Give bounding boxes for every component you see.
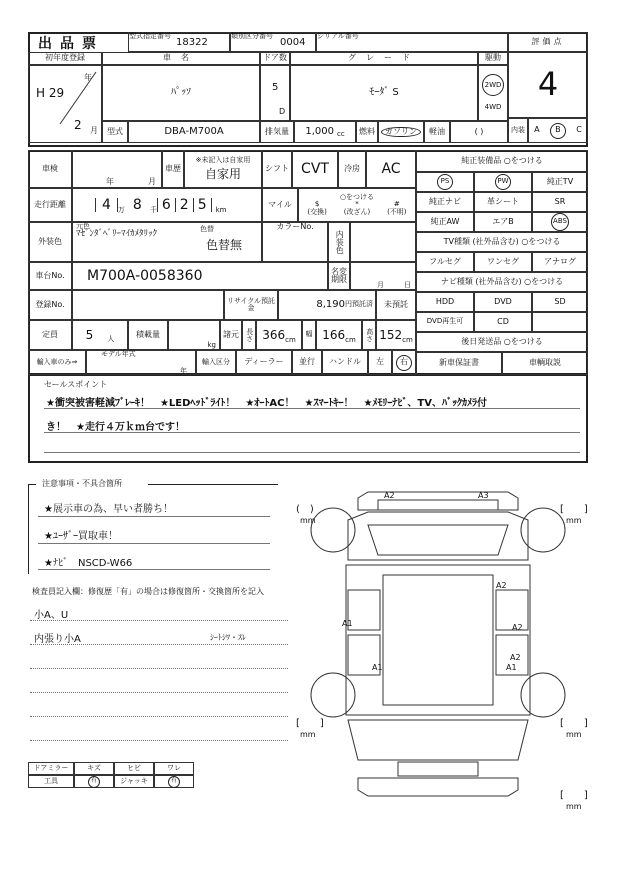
equip-sr: SR xyxy=(532,192,588,212)
mileage-cell xyxy=(72,188,262,222)
genuine-label: 純正装備品 ○をつける xyxy=(416,150,588,172)
name-change-label: 名変期限 xyxy=(328,262,350,290)
mileage-d2: 8 xyxy=(132,196,142,213)
model-designation-value: 18322 xyxy=(176,37,208,48)
drive-label: 駆動 xyxy=(478,52,508,65)
odometer-exchange xyxy=(307,201,326,216)
handle-left: 左 xyxy=(368,350,392,375)
door-mirror-label: ドアミラー xyxy=(28,762,74,775)
interior-a: A xyxy=(534,125,540,135)
mile-label: マイル xyxy=(262,188,298,222)
equip-pw-circled: PW xyxy=(495,174,511,190)
windshield-shape xyxy=(368,525,508,555)
exterior-label: 外装色 xyxy=(28,222,72,262)
notes-line2: ★ﾕｰｻﾞｰ買取車！ xyxy=(44,531,118,542)
displacement-value: 1,000 xyxy=(305,125,334,137)
rear-window-shape xyxy=(348,720,528,760)
rear-plate-shape xyxy=(398,762,478,776)
rear-right-wheel-shape xyxy=(521,673,565,717)
usage-value: 自家用 xyxy=(204,167,241,182)
width-unit: cm xyxy=(345,336,356,345)
doors-label: ドア数 xyxy=(260,52,290,65)
length-cell xyxy=(256,320,302,350)
inspector-line1: 小A、U xyxy=(34,610,69,621)
car-damage-diagram xyxy=(288,480,598,810)
notes-underline-3 xyxy=(38,569,270,570)
roof-shape xyxy=(383,575,493,705)
tools-label: 工具 xyxy=(28,775,74,788)
interior-color-label: 内装色 xyxy=(328,222,350,262)
eval-label: 評価点 xyxy=(531,36,565,46)
new-warranty: 新車保証書 xyxy=(416,352,502,375)
load-cell xyxy=(168,320,220,350)
sales-label: セールスポイント xyxy=(44,380,108,389)
mm-fr: mm xyxy=(566,516,582,525)
navi-cd: CD xyxy=(474,312,532,332)
equip-ps-circled: PS xyxy=(437,174,453,190)
doors-value: 5 xyxy=(272,82,279,93)
chassis-value: M700A-0058360 xyxy=(72,262,328,290)
height-label: 高さ xyxy=(362,320,376,350)
oil-paren: ( ) xyxy=(450,121,508,143)
navi-dvd-play: DVD再生可 xyxy=(416,312,474,332)
grade-value: ﾓｰﾀﾞ S xyxy=(290,65,478,121)
name-change-day: 日 xyxy=(404,280,411,289)
length-unit: cm xyxy=(285,336,296,345)
odometer-options xyxy=(299,201,415,216)
form-title: 出品票 xyxy=(38,36,104,52)
front-grille-shape xyxy=(378,500,498,510)
doors-sub: D xyxy=(279,107,286,116)
inspector-dotline-1 xyxy=(30,620,288,621)
jack-value: 有 xyxy=(168,776,180,788)
mark-front-a2: A2 xyxy=(384,491,395,500)
inspector-dotline-5 xyxy=(30,716,288,717)
displacement-cell xyxy=(294,121,356,143)
later-label: 後日発送品 ○をつける xyxy=(416,332,588,352)
capacity-unit: 人 xyxy=(107,335,115,344)
front-left-door-shape xyxy=(348,590,380,630)
inspector-dotline-6 xyxy=(30,740,288,741)
tamper-sym: * xyxy=(355,200,359,209)
model-year-label: モデル年式 xyxy=(86,350,196,375)
interior-label: 内装 xyxy=(508,118,528,143)
original-color-label: 元色 xyxy=(76,222,90,230)
reg-year-value: H 29 xyxy=(36,86,65,100)
recycle-unpaid: 未預託 xyxy=(376,290,416,320)
reg-no-label: 登録No. xyxy=(28,290,72,320)
navi-dvd: DVD xyxy=(474,292,532,312)
mark-left-a1: A1 xyxy=(342,619,353,628)
length-value: 366 xyxy=(262,327,286,342)
jack-value-cell xyxy=(154,775,194,788)
import-label: 輸入車のみ⇒ xyxy=(28,350,86,375)
inspector-label: 検査員記入欄：修復歴「有」の場合は修復箇所・交換箇所を記入 xyxy=(32,587,264,596)
equip-genuine-aw: 純正AW xyxy=(416,212,474,232)
bracket-fl: ( ) xyxy=(296,504,314,515)
inspector-dotline-3 xyxy=(30,668,288,669)
mark-right3-a2: A2 xyxy=(510,653,521,662)
width-value: 166 xyxy=(322,327,346,342)
equip-genuine-navi: 純正ナビ xyxy=(416,192,474,212)
drive-4wd: 4WD xyxy=(484,103,502,112)
eval-score: 4 xyxy=(508,52,588,118)
parallel-label: 並行 xyxy=(292,350,322,375)
chassis-label: 車台No. xyxy=(28,262,72,290)
equip-ps-cell xyxy=(416,172,474,192)
handle-right-cell xyxy=(392,350,416,375)
recycle-value: 8,190 xyxy=(316,298,345,310)
name-change-month: 月 xyxy=(377,280,384,289)
tools-value: 有 xyxy=(88,776,100,788)
tools-value-cell xyxy=(74,775,114,788)
rear-left-wheel-shape xyxy=(311,673,355,717)
unknown-sym: # xyxy=(393,200,400,209)
equip-genuine-tv: 純正TV xyxy=(532,172,588,192)
car-name-value: ﾊﾟｯｿ xyxy=(102,65,260,121)
color-change-value: 色替無 xyxy=(206,238,243,252)
displacement-label: 排気量 xyxy=(260,121,294,143)
color-no-label: カラーNo. xyxy=(262,222,328,262)
mileage-label: 走行距離 xyxy=(28,188,72,222)
inspector-line2b: ｼｰﾄｼﾜ・ｽﾚ xyxy=(210,633,246,642)
mileage-d1: 4 xyxy=(95,198,118,213)
inspection-label: 車検 xyxy=(28,150,72,188)
oil-label: 軽油 xyxy=(424,121,450,143)
inspector-line2: 内張り小A xyxy=(34,634,81,645)
fuel-label: 燃料 xyxy=(356,121,378,143)
notes-label: 注意事項・不具合箇所 xyxy=(38,478,126,489)
first-reg-label: 初年度登録 xyxy=(28,52,102,65)
exchange-sym: $ xyxy=(314,200,320,209)
height-unit: cm xyxy=(402,336,413,345)
mm-rr: mm xyxy=(566,730,582,739)
mark-right2-a2: A2 xyxy=(512,623,523,632)
reg-month-suffix: 月 xyxy=(90,126,98,135)
interior-b-circled: B xyxy=(550,123,566,139)
dealer-label: ディーラー xyxy=(236,350,292,375)
mileage-u2: 千 xyxy=(149,206,157,215)
tv-fullseg: フルセグ xyxy=(416,252,474,272)
unknown-label: (不明) xyxy=(387,207,407,216)
mark-front-a3: A3 xyxy=(478,491,489,500)
car-name-label: 車名 xyxy=(102,52,260,65)
sales-underline-2 xyxy=(44,432,580,433)
usage-label: 車歴 xyxy=(162,150,184,188)
capacity-label: 定員 xyxy=(28,320,72,350)
width-cell xyxy=(316,320,362,350)
front-bumper-shape xyxy=(358,492,518,510)
mileage-d3: 6 xyxy=(157,198,175,213)
interior-grade-cell xyxy=(528,118,588,143)
fuel-cell xyxy=(378,121,424,143)
odometer-unknown xyxy=(387,201,406,216)
mileage-unit: km xyxy=(215,206,227,215)
tv-analog: アナログ xyxy=(532,252,588,272)
load-label: 積載量 xyxy=(128,320,168,350)
mileage-d4: 2 xyxy=(175,198,193,213)
interior-c: C xyxy=(576,125,582,135)
import-div-label: 輸入区分 xyxy=(196,350,236,375)
mileage-u1: 万 xyxy=(117,206,125,215)
inspector-dotline-4 xyxy=(30,692,288,693)
odometer-status-cell xyxy=(298,188,416,222)
reg-month-value: 2 xyxy=(74,118,82,132)
height-cell xyxy=(376,320,416,350)
dent-label: ワレ xyxy=(154,762,194,775)
recycle-label: リサイクル預託金 xyxy=(224,290,278,320)
sales-line2: き！ ★走行４万ｋｍ台です！ xyxy=(46,422,185,433)
handle-label: ハンドル xyxy=(322,350,368,375)
serial-label: シリアル番号 xyxy=(317,32,359,40)
reg-no-cell xyxy=(72,290,224,320)
handle-right-circled: 右 xyxy=(396,355,412,371)
mark-right3-a1: A1 xyxy=(506,663,517,672)
equip-airbag: エアB xyxy=(474,212,532,232)
notes-line1: ★展示車の為、早い者勝ち！ xyxy=(44,504,173,515)
inspection-month-unit: 月 xyxy=(148,177,156,186)
notes-underline-1 xyxy=(38,516,270,517)
interior-color-cell xyxy=(350,222,416,262)
drive-2wd-circled: 2WD xyxy=(482,74,504,96)
crack-label: ヒビ xyxy=(114,762,154,775)
serial-cell xyxy=(316,32,508,52)
jack-label: ジャッキ xyxy=(114,775,154,788)
notes-line3: ★ﾅﾋﾞ NSCD-W66 xyxy=(44,558,133,569)
equip-abs-circled: ABS xyxy=(551,213,569,231)
manual: 車輌取説 xyxy=(502,352,588,375)
model-year-unit: 年 xyxy=(180,367,187,375)
color-value: ﾏｾﾞﾝﾀﾞﾍﾞﾘｰﾏｲｶﾒﾀﾘｯｸ xyxy=(76,229,158,240)
eval-label-cell xyxy=(508,32,588,52)
mm-rl: mm xyxy=(300,730,316,739)
name-change-cell xyxy=(350,262,416,290)
notes-underline-2 xyxy=(38,543,270,544)
odometer-tamper xyxy=(344,201,370,216)
notes-corner-left xyxy=(28,484,36,485)
doors-cell xyxy=(260,65,290,121)
recycle-unit: 円預託済 xyxy=(345,300,373,309)
mm-fl: mm xyxy=(300,516,316,525)
ac-value: AC xyxy=(366,150,416,188)
ac-label: 冷房 xyxy=(338,150,366,188)
reg-year-suffix: 年 xyxy=(84,73,92,82)
model-designation-label: 型式指定番号 xyxy=(129,32,171,40)
bracket-fr: [ ] xyxy=(560,504,588,515)
inspection-year-unit: 年 xyxy=(106,177,114,186)
category-value: 0004 xyxy=(280,37,306,48)
mileage-d5: 5 xyxy=(193,198,212,213)
capacity-cell xyxy=(72,320,128,350)
displacement-unit: cc xyxy=(336,130,345,139)
mm-spare: mm xyxy=(566,802,582,811)
rear-bumper-shape xyxy=(358,778,518,796)
navi-empty xyxy=(532,312,588,332)
type-label: 型式 xyxy=(102,121,128,143)
height-value: 152 xyxy=(379,327,403,342)
tv-type-label: TV種類 (社外品含む) ○をつける xyxy=(416,232,588,252)
navi-hdd: HDD xyxy=(416,292,474,312)
width-label: 幅 xyxy=(302,320,316,350)
navi-sd: SD xyxy=(532,292,588,312)
load-unit: kg xyxy=(207,340,216,349)
navi-type-label: ナビ種類 (社外品含む) ○をつける xyxy=(416,272,588,292)
length-label: 長さ xyxy=(242,320,256,350)
tamper-label: (改ざん) xyxy=(343,207,371,216)
shift-label: シフト xyxy=(262,150,292,188)
scratch-label: キズ xyxy=(74,762,114,775)
grade-label: グレード xyxy=(290,52,478,65)
usage-cell xyxy=(184,150,262,188)
tv-oneseg: ワンセグ xyxy=(474,252,532,272)
inspector-dotline-2 xyxy=(30,644,288,645)
category-label: 類別区分番号 xyxy=(231,32,273,40)
sales-underline-3 xyxy=(44,452,580,453)
capacity-value: 5 xyxy=(85,327,94,342)
bracket-rl: [ ] xyxy=(296,718,324,729)
usage-note: ※未記入は自家用 xyxy=(195,156,251,165)
equip-leather: 革シート xyxy=(474,192,532,212)
equip-pw-cell xyxy=(474,172,532,192)
dims-label: 諸元 xyxy=(220,320,242,350)
drive-cell xyxy=(478,65,508,121)
mark-note: ○をつける xyxy=(339,192,375,201)
color-num-label: 色替 xyxy=(200,225,214,233)
mark-right-a2: A2 xyxy=(496,581,507,590)
hood-shape xyxy=(348,512,528,560)
notes-corner-right xyxy=(148,484,278,485)
recycle-cell xyxy=(278,290,376,320)
type-value: DBA-M700A xyxy=(128,121,260,143)
sales-line1: ★衝突被害軽減ﾌﾞﾚｰｷ！ ★LEDﾍｯﾄﾞﾗｲﾄ！ ★ｵｰﾄAC！ ★ｽﾏｰﾄｷｰ！ ★ﾒﾓﾘｰﾅﾋﾞ、TV、ﾊﾞｯｸｶﾒﾗ付 xyxy=(46,398,487,409)
exchange-label: (交換) xyxy=(307,207,327,216)
shift-value: CVT xyxy=(292,150,338,188)
bracket-rr: [ ] xyxy=(560,718,588,729)
fuel-gasoline-circled: ガソリン xyxy=(381,127,421,137)
mark-left2-a1: A1 xyxy=(372,663,383,672)
bracket-spare: [ ] xyxy=(560,790,588,801)
sales-underline-1 xyxy=(44,408,580,409)
equip-abs-cell xyxy=(532,212,588,232)
